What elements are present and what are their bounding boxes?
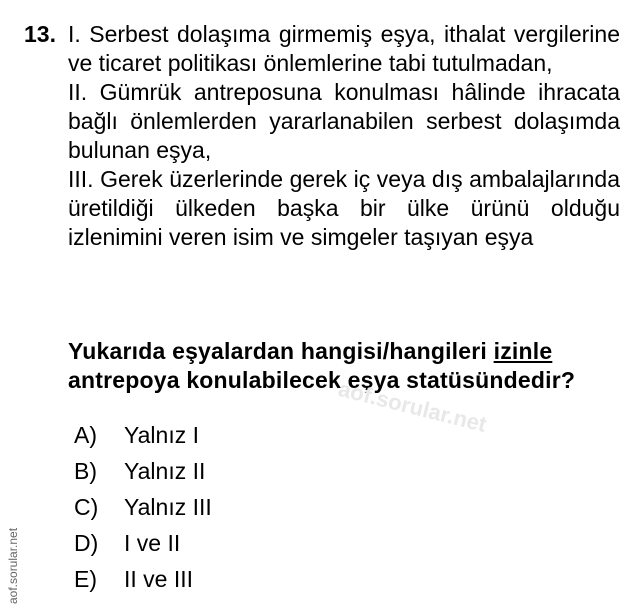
statement-1: I. Serbest dolaşıma girmemiş eşya, ithalat vergilerine ve ticaret politikası önlemlerine tabi tutulmadan, [68,21,620,76]
option-d[interactable] [74,525,212,561]
option-text: Yalnız I [124,422,199,448]
option-text: Yalnız III [124,494,212,520]
watermark: aof.sorular.net [335,376,490,437]
prompt-text-end: antrepoya konulabilecek eşya statüsündedir? [68,367,576,393]
question-stem [68,20,620,252]
option-e[interactable] [74,561,212,597]
option-letter: C) [74,494,99,520]
option-text: II ve III [124,566,194,592]
prompt-text-start: Yukarıda eşyalardan hangisi/hangileri [68,338,494,364]
option-text: Yalnız II [124,458,206,484]
statement-3: III. Gerek üzerlerinde gerek iç veya dış ambalajlarında üretildiği ülkeden başka bir ülke ürünü olduğu izlenimini veren isim ve simgeler taşıyan eşya [68,166,620,250]
question-prompt [68,337,620,395]
option-b[interactable] [74,453,212,489]
option-letter: A) [74,422,97,448]
side-watermark: aof.sorular.net [6,527,20,604]
option-a[interactable] [74,417,212,453]
statement-2: II. Gümrük antreposuna konulması hâlinde ihracata bağlı önlemlerden yararlanabilen serbest dolaşımda bulunan eşya, [68,79,620,163]
option-letter: B) [74,458,97,484]
option-text: I ve II [124,530,181,556]
option-c[interactable] [74,489,212,525]
question-number: 13. [24,21,56,47]
option-letter: E) [74,566,97,592]
answer-options [74,417,212,597]
prompt-underlined-word: izinle [493,338,553,364]
option-letter: D) [74,530,99,556]
